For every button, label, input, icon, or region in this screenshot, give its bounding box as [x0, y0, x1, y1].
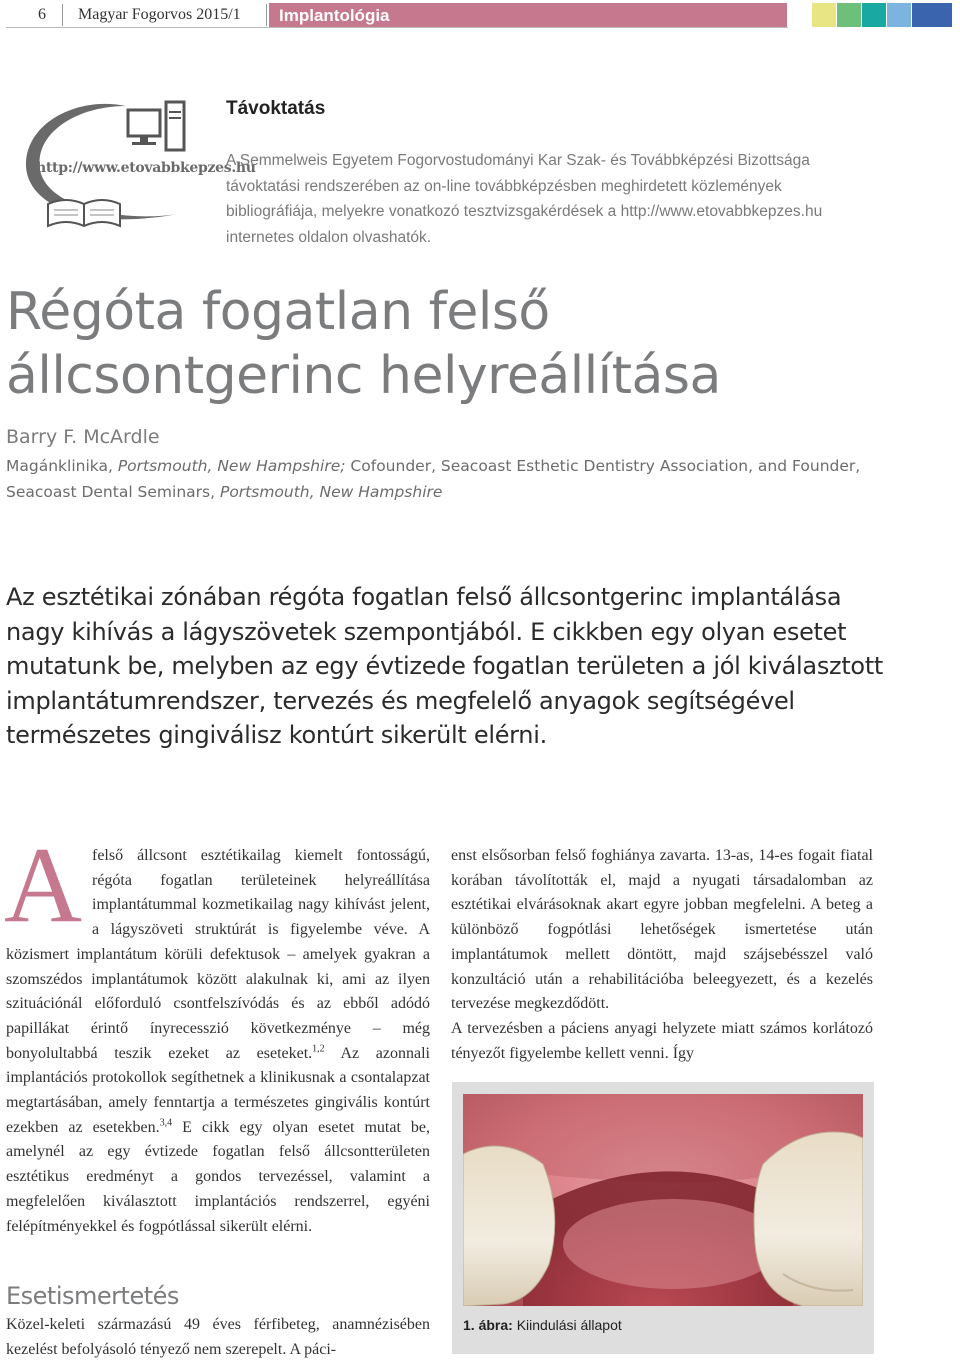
- body-paragraph: A tervezésben a páciens anyagi helyzete miatt számos korlátozó tényezőt figyelembe kellett venni. Így: [451, 1019, 873, 1062]
- book-icon: [48, 200, 120, 226]
- logo-url: http://www.etovabbkepzes.hu: [36, 160, 256, 176]
- drop-cap: A: [4, 826, 82, 945]
- section-heading: Esetismertetés: [6, 1282, 179, 1310]
- header-divider: [62, 4, 63, 26]
- body-paragraph: Közel-keleti származású 49 éves férfibeteg, anamnézisében kezelést befolyásoló tényező nem szerepelt. A páci-: [6, 1316, 430, 1358]
- computer-icon: [128, 102, 184, 150]
- color-swatch: [812, 3, 836, 27]
- reference-marker: 3,4: [159, 1117, 173, 1129]
- header-rule: [6, 27, 788, 28]
- article-title: Régóta fogatlan felső állcsontgerinc helyreállítása: [6, 282, 721, 406]
- author-name: Barry F. McArdle: [6, 426, 160, 448]
- journal-name: Magyar Fogorvos 2015/1: [78, 6, 241, 23]
- section-label: Implantológia: [279, 6, 390, 25]
- color-swatch: [862, 3, 886, 27]
- figure-caption: 1. ábra: Kiindulási állapot: [463, 1317, 622, 1333]
- clinical-photo-image: [463, 1094, 863, 1306]
- reference-marker: 1,2: [312, 1043, 325, 1055]
- section-banner: [269, 3, 787, 27]
- color-swatch: [887, 3, 911, 27]
- header-divider: [266, 4, 267, 26]
- clinical-photo: [463, 1094, 863, 1306]
- distance-learning-title: Távoktatás: [226, 98, 326, 119]
- page-number: 6: [38, 6, 46, 23]
- body-left-column: [4, 826, 431, 1239]
- color-swatch: [912, 3, 952, 27]
- body-right-column: [451, 844, 873, 1066]
- author-affiliation: Magánklinika, Portsmouth, New Hampshire; Cofounder, Seacoast Esthetic Dentistry Association, and Founder, Seacoast Dental Seminars, Portsmouth, New Hampshire: [6, 457, 861, 501]
- body-paragraph: A felső állcsont esztétikailag kiemelt fontosságú, régóta fogatlan területeinek helyreállítása implantátummal kozmetikailag nagy kihívást jelent, a lágyszöveti struktúrát is figyelembe véve. A közismert implantátum körüli defektusok – amelyek gyakran a szomszédos implantátumok között alakulnak ki, ami az ilyen szituációnál előforduló csontfelszívódás és az ebből adódó papillákat érintő ínyrecesszió következménye – még bonyolultabbá teszik ezeket az eseteket.$^{1,2}$ Az azonnali implantációs protokollok segíthetnek a klinikusnak a csontalapzat megtartásában, amely fenntartja a természetes gingivális kontúrt ezekben az esetekben.$^{3,4}$ E cikk egy olyan esetet mutat be, amelynél az egy évtizede fogatlan felső állcsontterületen esztétikus eredményt a gondos tervezéssel, valamint a megfelelően kiválasztott implantációs rendszerrel, egyéni felépítményekkel és fogpótlással sikerült elérni.: [4, 826, 431, 1235]
- abstract: Az esztétikai zónában régóta fogatlan felső állcsontgerinc implantálása nagy kihívás a lágyszövetek szempontjából. E cikkben egy olyan esetet mutatunk be, melyben az egy évtizede fogatlan területen a jól kiválasztott implantátumrendszer, tervezés és megfelelő anyagok segítségével természetes gingiválisz kontúrt sikerült elérni.: [6, 583, 884, 749]
- color-swatch: [837, 3, 861, 27]
- body-paragraph: enst elsősorban felső foghiánya zavarta. 13-as, 14-es fogait fiatal korában távolították el, majd a nyugati társadalomban az esztétikai elvárásoknak akart egyre jobban megfelelni. A beteg a különböző fogpótlási lehetőségek ismertetése után implantátumok mellett döntött, majd szájsebésszel való konzultáció után a rehabilitációba beleegyezett, és a kezelés tervezése megkezdődött.: [451, 847, 873, 1013]
- distance-learning-text: A Semmelweis Egyetem Fogorvostudományi Kar Szak- és Továbbképzési Bizottsága távoktatási rendszerében az on-line továbbképzésben meghirdetett közlemények bibliográfiája, melyekre vonatkozó tesztvizsgakérdések a http://www.etovabbkepzes.hu internetes oldalon olvashatók.: [226, 152, 823, 246]
